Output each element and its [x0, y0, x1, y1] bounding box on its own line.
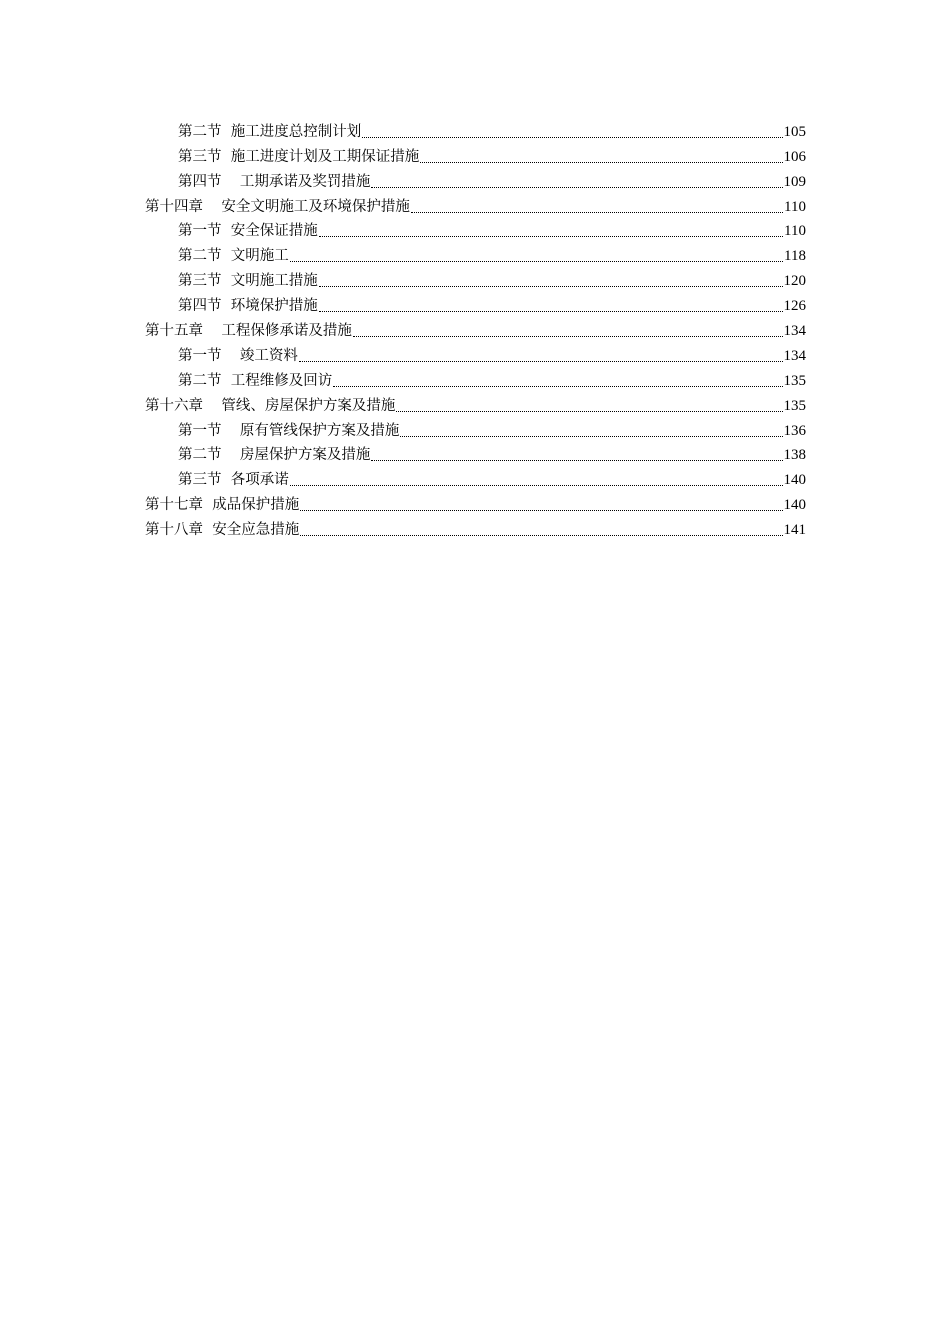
toc-entry[interactable]	[145, 141, 806, 166]
toc-entry[interactable]	[145, 415, 806, 440]
toc-entry-page: 136	[783, 422, 806, 439]
toc-chapter-entry[interactable]	[145, 514, 806, 539]
toc-leader-dots	[300, 508, 782, 511]
toc-leader-dots	[319, 284, 783, 287]
toc-entry[interactable]	[145, 290, 806, 315]
toc-chapter-entry[interactable]	[145, 315, 806, 340]
toc-entry[interactable]	[145, 240, 806, 265]
toc-entry-title: 第四节 工期承诺及奖罚措施	[178, 173, 371, 190]
toc-chapter-entry[interactable]	[145, 390, 806, 415]
toc-entry-title: 第二节 工程维修及回访	[178, 372, 333, 389]
toc-entry-page: 109	[783, 173, 806, 190]
toc-entry-title: 第三节 各项承诺	[178, 472, 289, 489]
toc-leader-dots	[299, 359, 783, 362]
toc-entry-title: 第一节 竣工资料	[178, 347, 298, 364]
toc-leader-dots	[333, 384, 782, 387]
toc-entry-title: 第十八章 安全应急措施	[145, 522, 300, 539]
toc-entry[interactable]	[145, 365, 806, 390]
toc-chapter-entry[interactable]	[145, 191, 806, 216]
toc-leader-dots	[290, 483, 783, 486]
toc-entry-page: 138	[783, 447, 806, 464]
toc-entry-title: 第十四章 安全文明施工及环境保护措施	[145, 198, 410, 215]
toc-entry-title: 第二节 施工进度总控制计划	[178, 123, 362, 140]
toc-leader-dots	[371, 458, 782, 461]
toc-entry-page: 126	[783, 298, 806, 315]
toc-entry-page: 105	[783, 123, 806, 140]
toc-leader-dots	[300, 533, 782, 536]
toc-entry-title: 第二节 文明施工	[178, 248, 289, 265]
toc-entry-title: 第一节 安全保证措施	[178, 223, 318, 240]
toc-leader-dots	[362, 135, 782, 138]
toc-entry-page: 140	[783, 472, 806, 489]
toc-entry-title: 第十五章 工程保修承诺及措施	[145, 323, 352, 340]
toc-entry-page: 134	[783, 347, 806, 364]
toc-entry[interactable]	[145, 166, 806, 191]
toc-chapter-entry[interactable]	[145, 489, 806, 514]
toc-entry-title: 第四节 环境保护措施	[178, 298, 318, 315]
toc-leader-dots	[420, 160, 782, 163]
toc-entry[interactable]	[145, 265, 806, 290]
toc-entry-title: 第三节 文明施工措施	[178, 273, 318, 290]
toc-entry-page: 106	[783, 148, 806, 165]
toc-entry-page: 140	[783, 497, 806, 514]
toc-entry-page: 135	[783, 397, 806, 414]
toc-entry-title: 第十六章 管线、房屋保护方案及措施	[145, 397, 396, 414]
toc-leader-dots	[371, 185, 782, 188]
toc-entry-page: 135	[783, 372, 806, 389]
toc-leader-dots	[353, 334, 783, 337]
toc-leader-dots	[396, 409, 782, 412]
toc-entry-page: 110	[784, 198, 806, 215]
toc-entry[interactable]	[145, 216, 806, 241]
toc-leader-dots	[319, 309, 783, 312]
toc-entry-title: 第十七章 成品保护措施	[145, 497, 300, 514]
toc-entry[interactable]	[145, 440, 806, 465]
toc-entry[interactable]	[145, 340, 806, 365]
toc-entry-title: 第二节 房屋保护方案及措施	[178, 447, 371, 464]
toc-entry-page: 110	[784, 223, 806, 240]
toc-entry-page: 118	[784, 248, 806, 265]
toc-entry[interactable]	[145, 464, 806, 489]
toc-leader-dots	[319, 234, 783, 237]
toc-entry-title: 第三节 施工进度计划及工期保证措施	[178, 148, 420, 165]
toc-leader-dots	[411, 210, 783, 213]
toc-entry-page: 134	[783, 323, 806, 340]
toc-entry-title: 第一节 原有管线保护方案及措施	[178, 422, 400, 439]
toc-entry[interactable]	[145, 116, 806, 141]
table-of-contents	[145, 116, 806, 539]
toc-leader-dots	[290, 259, 783, 262]
toc-entry-page: 120	[783, 273, 806, 290]
toc-leader-dots	[400, 434, 782, 437]
toc-entry-page: 141	[783, 522, 806, 539]
